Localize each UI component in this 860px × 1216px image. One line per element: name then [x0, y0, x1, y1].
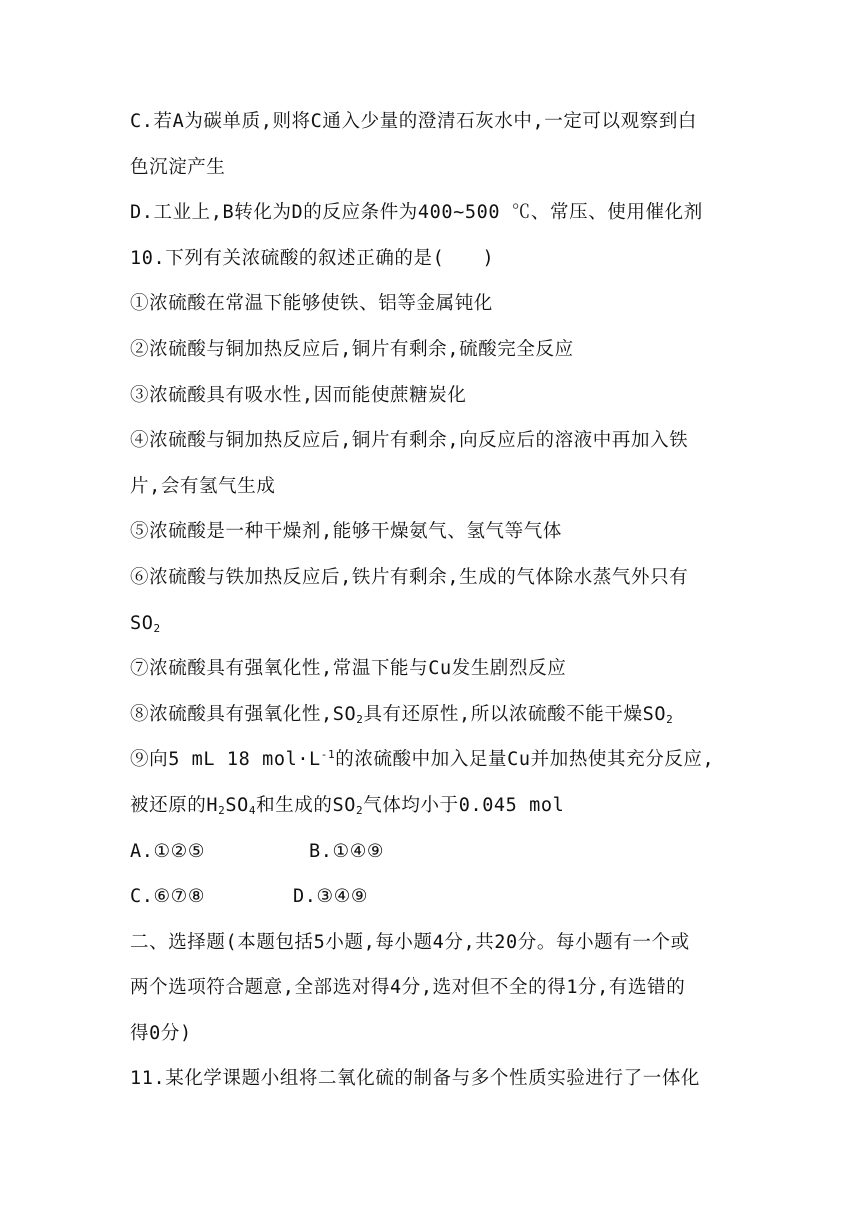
text-line: ③浓硫酸具有吸水性,因而能使蔗糖炭化 — [130, 384, 467, 406]
section-2-heading-continued — [130, 976, 735, 1022]
text-line: 11.某化学课题小组将二氧化硫的制备与多个性质实验进行了一体化 — [130, 1068, 701, 1090]
text-line: 10.下列有关浓硫酸的叙述正确的是( ) — [130, 247, 495, 269]
text-line: ②浓硫酸与铜加热反应后,铜片有剩余,硫酸完全反应 — [130, 338, 574, 360]
document-page — [130, 110, 735, 1113]
section-2-heading-end — [130, 1022, 735, 1068]
option-c-continued-line — [130, 156, 735, 202]
text-segment: 气体均小于0.045 mol — [363, 794, 565, 816]
option-c: C.⑥⑦⑧ — [130, 886, 206, 908]
statement-4-continued — [130, 475, 735, 521]
statement-9-continued — [130, 794, 735, 840]
statement-1 — [130, 292, 735, 338]
text-segment: 的浓硫酸中加入足量Cu并加热使其充分反应, — [335, 749, 715, 771]
text-line: ⑦浓硫酸具有强氧化性,常温下能与Cu发生剧烈反应 — [130, 658, 567, 680]
text-segment: 被还原的H — [130, 794, 219, 816]
text-segment: 具有还原性,所以浓硫酸不能干燥SO — [363, 703, 667, 725]
answer-options-row-2 — [130, 885, 735, 931]
option-b: B.①④⑨ — [309, 840, 385, 862]
text-line: 两个选项符合题意,全部选对得4分,选对但不全的得1分,有选错的 — [130, 977, 686, 999]
text-segment: SO — [225, 794, 249, 816]
statement-6 — [130, 566, 735, 612]
superscript: -1 — [320, 748, 336, 762]
option-d: D.③④⑨ — [293, 886, 369, 908]
text-line: 色沉淀产生 — [130, 156, 226, 178]
subscript: 2 — [218, 803, 226, 817]
answer-options-row-1 — [130, 840, 735, 886]
subscript: 2 — [355, 803, 364, 817]
statement-6-continued — [130, 612, 735, 658]
text-line: C.若A为碳单质,则将C通入少量的澄清石灰水中,一定可以观察到白 — [130, 111, 698, 132]
subscript: 2 — [356, 712, 364, 726]
text-line: ⑥浓硫酸与铁加热反应后,铁片有剩余,生成的气体除水蒸气外只有 — [130, 566, 689, 588]
option-c-line — [130, 110, 735, 156]
text-line: 二、选择题(本题包括5小题,每小题4分,共20分。每小题有一个或 — [130, 931, 690, 953]
text-line: ④浓硫酸与铜加热反应后,铜片有剩余,向反应后的溶液中再加入铁 — [130, 430, 689, 452]
text-line: ①浓硫酸在常温下能够使铁、铝等金属钝化 — [130, 293, 493, 315]
subscript: 2 — [666, 712, 674, 726]
text-line: 得0分) — [130, 1022, 192, 1044]
question-11-stem — [130, 1067, 735, 1113]
option-a: A.①②⑤ — [130, 840, 206, 862]
statement-3 — [130, 384, 735, 430]
question-10-stem — [130, 247, 735, 293]
text-line: 片,会有氢气生成 — [130, 475, 276, 497]
section-2-heading — [130, 931, 735, 977]
option-d-line — [130, 201, 735, 247]
statement-2 — [130, 338, 735, 384]
text-segment: ⑨向5 mL 18 mol·L — [130, 749, 321, 771]
text-line: D.工业上,B转化为D的反应条件为400~500 ℃、常压、使用催化剂 — [130, 202, 703, 224]
text-line: ⑤浓硫酸是一种干燥剂,能够干燥氨气、氢气等气体 — [130, 521, 562, 543]
text-segment: ⑧浓硫酸具有强氧化性,SO — [130, 703, 357, 725]
statement-8 — [130, 703, 735, 749]
text-segment: 和生成的SO — [256, 794, 356, 816]
statement-4 — [130, 429, 735, 475]
statement-9 — [130, 748, 735, 794]
subscript: 4 — [248, 803, 257, 817]
formula-text: SO — [130, 612, 154, 634]
subscript: 2 — [153, 621, 161, 635]
statement-7 — [130, 657, 735, 703]
statement-5 — [130, 520, 735, 566]
